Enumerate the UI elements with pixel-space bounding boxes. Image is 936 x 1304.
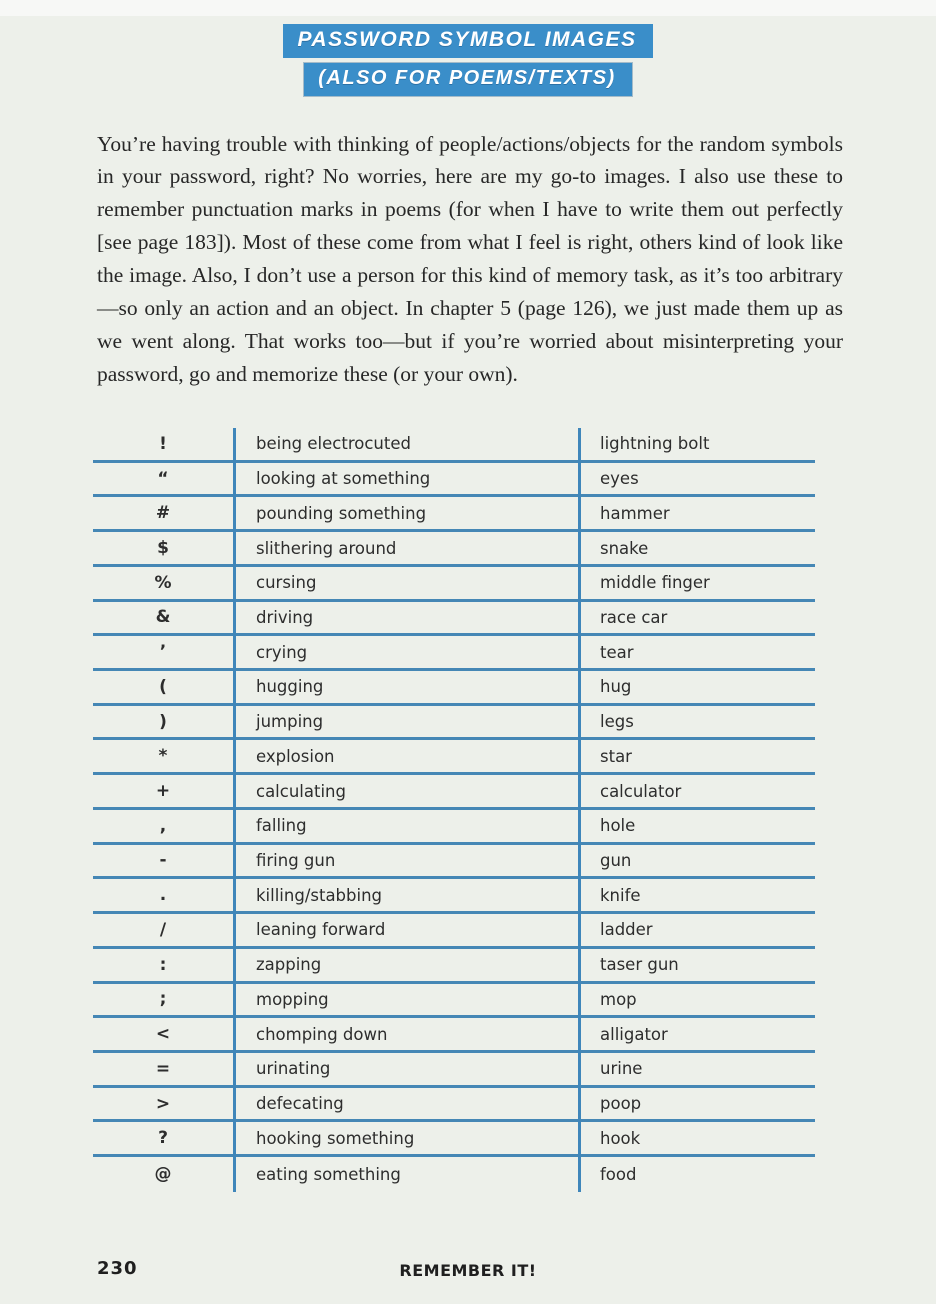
image-cell: eyes bbox=[600, 469, 639, 489]
symbol-cell: $ bbox=[157, 538, 169, 559]
image-cell: gun bbox=[600, 850, 632, 870]
symbol-image-table bbox=[93, 428, 815, 1192]
table-row bbox=[93, 949, 815, 984]
table-row bbox=[93, 984, 815, 1019]
image-cell: lightning bolt bbox=[600, 434, 710, 454]
table-row bbox=[93, 671, 815, 706]
symbol-cell: * bbox=[158, 746, 168, 767]
image-cell: hole bbox=[600, 816, 636, 836]
action-cell: jumping bbox=[256, 712, 324, 732]
action-cell: looking at something bbox=[256, 469, 431, 489]
symbol-cell: “ bbox=[157, 468, 169, 489]
action-cell: eating something bbox=[256, 1164, 401, 1184]
action-cell: driving bbox=[256, 607, 314, 627]
symbol-cell: : bbox=[159, 954, 167, 975]
image-cell: middle finger bbox=[600, 573, 710, 593]
action-cell: crying bbox=[256, 642, 308, 662]
image-cell: poop bbox=[600, 1094, 642, 1114]
table-row bbox=[93, 740, 815, 775]
table-row bbox=[93, 463, 815, 498]
image-cell: ladder bbox=[600, 920, 653, 940]
image-cell: hug bbox=[600, 677, 632, 697]
table-row bbox=[93, 775, 815, 810]
symbol-cell: > bbox=[155, 1093, 171, 1114]
image-cell: alligator bbox=[600, 1024, 668, 1044]
image-cell: mop bbox=[600, 989, 637, 1009]
image-cell: hammer bbox=[600, 503, 670, 523]
symbol-cell: = bbox=[155, 1058, 171, 1079]
intro-paragraph: You’re having trouble with thinking of people/actions/objects for the random symbols in your password, right? No worries, here are my go-to images. I also use these to remember punctuation marks in poems (for when I have to write them out perfectly [see page 183]). Most of these come from what I feel is right, others kind of look like the image. Also, I don’t use a person for this kind of memory task, as it’s too arbitrary—so only an action and an object. In chapter 5 (page 126), we just made them up as we went along. That works too—but if you’re worried about misinterpreting your password, go and memorize these (or your own). bbox=[97, 131, 843, 386]
page-header bbox=[0, 24, 936, 96]
table-column-divider-1 bbox=[233, 428, 236, 1192]
action-cell: firing gun bbox=[256, 850, 336, 870]
symbol-cell: - bbox=[159, 850, 167, 871]
action-cell: pounding something bbox=[256, 503, 427, 523]
table-row bbox=[93, 706, 815, 741]
symbol-cell: , bbox=[159, 815, 167, 836]
table-row bbox=[93, 1088, 815, 1123]
symbol-cell: & bbox=[155, 607, 171, 628]
symbol-cell: / bbox=[159, 919, 167, 940]
table-row bbox=[93, 810, 815, 845]
image-cell: calculator bbox=[600, 781, 682, 801]
image-cell: race car bbox=[600, 607, 668, 627]
table-row bbox=[93, 1053, 815, 1088]
symbol-cell: ’ bbox=[159, 642, 167, 663]
table-row bbox=[93, 602, 815, 637]
symbol-cell: # bbox=[155, 503, 171, 524]
symbol-cell: < bbox=[155, 1024, 171, 1045]
image-cell: food bbox=[600, 1164, 637, 1184]
action-cell: leaning forward bbox=[256, 920, 386, 940]
running-title: REMEMBER IT! bbox=[399, 1261, 537, 1280]
image-cell: urine bbox=[600, 1059, 643, 1079]
symbol-cell: ; bbox=[159, 989, 167, 1010]
symbol-cell: % bbox=[154, 572, 172, 593]
action-cell: slithering around bbox=[256, 538, 397, 558]
action-cell: being electrocuted bbox=[256, 434, 411, 454]
symbol-cell: ? bbox=[158, 1128, 168, 1149]
action-cell: cursing bbox=[256, 573, 317, 593]
action-cell: hugging bbox=[256, 677, 324, 697]
image-cell: hook bbox=[600, 1128, 641, 1148]
table-row bbox=[93, 1157, 815, 1192]
action-cell: killing/stabbing bbox=[256, 885, 383, 905]
action-cell: urinating bbox=[256, 1059, 331, 1079]
action-cell: chomping down bbox=[256, 1024, 388, 1044]
symbol-cell: + bbox=[155, 781, 171, 802]
table-row bbox=[93, 636, 815, 671]
image-cell: star bbox=[600, 746, 632, 766]
table-row bbox=[93, 428, 815, 463]
page-number: 230 bbox=[97, 1258, 138, 1279]
image-cell: taser gun bbox=[600, 955, 679, 975]
page-top-edge bbox=[0, 0, 936, 16]
symbol-cell: ( bbox=[159, 676, 167, 697]
image-cell: legs bbox=[600, 712, 634, 732]
action-cell: hooking something bbox=[256, 1128, 415, 1148]
action-cell: zapping bbox=[256, 955, 322, 975]
image-cell: knife bbox=[600, 885, 641, 905]
header-title-line1: PASSWORD SYMBOL IMAGES bbox=[283, 24, 652, 58]
action-cell: defecating bbox=[256, 1094, 344, 1114]
table-rows-container bbox=[93, 428, 815, 1192]
image-cell: snake bbox=[600, 538, 649, 558]
table-row bbox=[93, 1122, 815, 1157]
action-cell: explosion bbox=[256, 746, 335, 766]
symbol-cell: . bbox=[159, 885, 167, 906]
symbol-cell: @ bbox=[154, 1164, 172, 1185]
table-row bbox=[93, 914, 815, 949]
image-cell: tear bbox=[600, 642, 634, 662]
table-row bbox=[93, 1018, 815, 1053]
table-row bbox=[93, 879, 815, 914]
table-row bbox=[93, 497, 815, 532]
table-row bbox=[93, 532, 815, 567]
action-cell: falling bbox=[256, 816, 307, 836]
header-title-line2: (ALSO FOR POEMS/TEXTS) bbox=[304, 63, 631, 96]
table-row bbox=[93, 845, 815, 880]
symbol-cell: ) bbox=[159, 711, 167, 732]
symbol-cell: ! bbox=[159, 433, 167, 454]
action-cell: calculating bbox=[256, 781, 346, 801]
table-row bbox=[93, 567, 815, 602]
table-column-divider-2 bbox=[578, 428, 581, 1192]
action-cell: mopping bbox=[256, 989, 329, 1009]
